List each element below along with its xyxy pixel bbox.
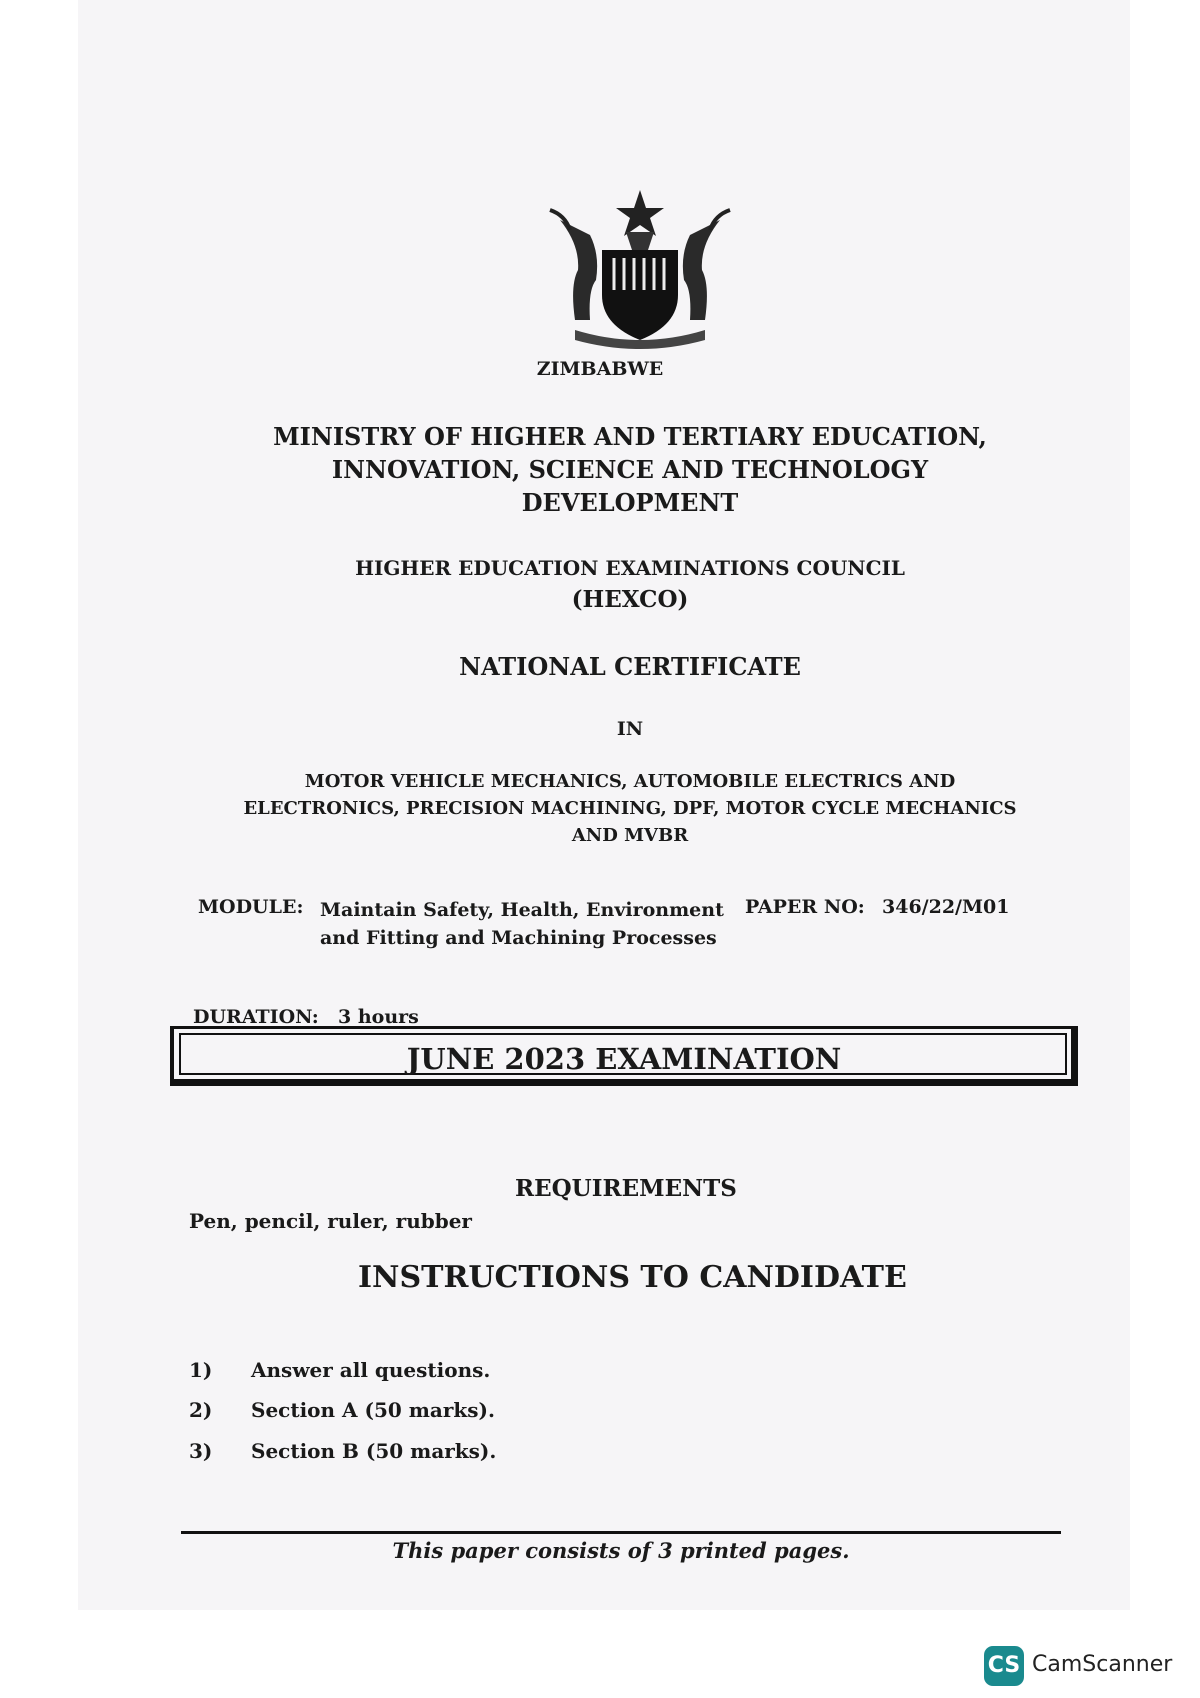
certificate-title: NATIONAL CERTIFICATE: [459, 652, 801, 681]
instruction-text: Answer all questions.: [251, 1358, 491, 1382]
ministry-title: [200, 420, 1060, 519]
council-line: HIGHER EDUCATION EXAMINATIONS COUNCIL: [355, 556, 905, 580]
instruction-number: 2): [189, 1398, 213, 1422]
page-count-note: This paper consists of 3 printed pages.: [392, 1538, 850, 1563]
trades-line: ELECTRONICS, PRECISION MACHINING, DPF, MOTOR CYCLE MECHANICS: [243, 798, 1017, 819]
camscanner-logo-icon: CS: [984, 1646, 1024, 1686]
duration-label: DURATION:: [193, 1006, 319, 1028]
module-name: [320, 896, 750, 952]
trades-line: AND MVBR: [571, 825, 689, 846]
requirements-items: Pen, pencil, ruler, rubber: [189, 1209, 472, 1233]
council-abbrev: (HEXCO): [571, 586, 689, 613]
module-label: MODULE:: [198, 896, 304, 918]
requirements-heading: REQUIREMENTS: [515, 1175, 737, 1202]
duration-value: 3 hours: [338, 1006, 419, 1028]
ministry-line: MINISTRY OF HIGHER AND TERTIARY EDUCATION,: [273, 422, 987, 451]
instructions-heading: INSTRUCTIONS TO CANDIDATE: [358, 1260, 907, 1295]
module-name-line: Maintain Safety, Health, Environment: [320, 899, 724, 921]
instruction-text: Section A (50 marks).: [251, 1398, 495, 1422]
council-title: [240, 552, 1020, 616]
paper-number: 346/22/M01: [882, 896, 1010, 918]
paper-number-label: PAPER NO:: [745, 896, 865, 918]
footer-divider: [181, 1531, 1061, 1534]
camscanner-watermark: CamScanner: [1032, 1652, 1173, 1677]
in-word: IN: [616, 718, 644, 740]
module-name-line: and Fitting and Machining Processes: [320, 927, 717, 949]
country-name: ZIMBABWE: [536, 358, 664, 380]
trades-list: [190, 768, 1070, 849]
instruction-number: 3): [189, 1439, 213, 1463]
instruction-text: Section B (50 marks).: [251, 1439, 497, 1463]
ministry-line: DEVELOPMENT: [521, 488, 739, 517]
zimbabwe-coat-of-arms-icon: [530, 190, 750, 350]
exam-title: JUNE 2023 EXAMINATION: [406, 1042, 842, 1076]
instruction-number: 1): [189, 1358, 213, 1382]
trades-line: MOTOR VEHICLE MECHANICS, AUTOMOBILE ELECTRICS AND: [304, 771, 956, 792]
ministry-line: INNOVATION, SCIENCE AND TECHNOLOGY: [331, 455, 929, 484]
